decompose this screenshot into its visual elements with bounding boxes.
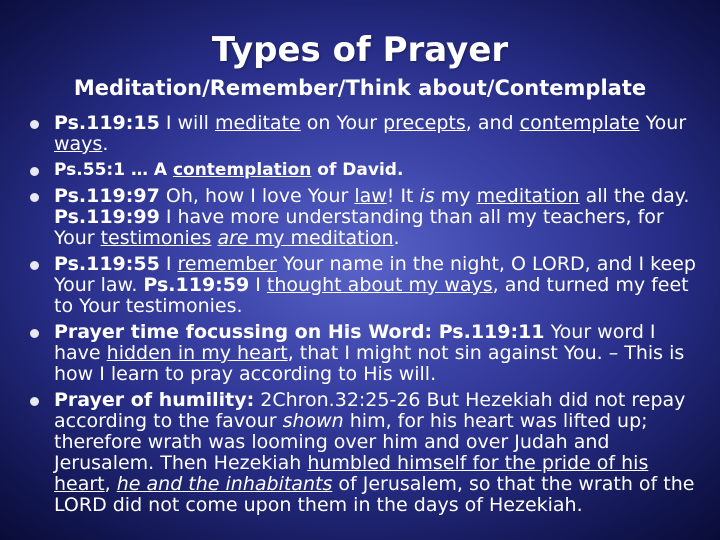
underlined-word: meditate <box>214 112 301 134</box>
round-bullet-icon <box>30 120 39 129</box>
underlined-word: thought about my ways <box>266 274 493 296</box>
round-bullet-icon <box>30 193 39 202</box>
verse-text: I have more understanding than all my teachers, for Your <box>54 206 664 249</box>
underlined-italic-phrase: he and the inhabitants <box>116 473 333 495</box>
verse-text: , that I might not sin against You. – This is how I learn to pray according to His will. <box>54 342 685 385</box>
scripture-reference: Ps.119:55 <box>54 253 160 275</box>
underlined-word: law <box>354 185 387 207</box>
scripture-reference: Ps.119:97 <box>54 185 160 207</box>
list-item <box>28 113 696 155</box>
round-bullet-icon <box>30 329 39 338</box>
verse-text: of David. <box>311 160 404 180</box>
verse-text: 2Chron.32:25-26 But Hezekiah did not repay according to the favour <box>54 389 686 432</box>
underlined-word: meditation <box>476 185 580 207</box>
underlined-word: precepts <box>383 112 466 134</box>
round-bullet-icon <box>30 397 39 406</box>
verse-text: Oh, how I love Your <box>159 185 355 207</box>
round-bullet-icon <box>30 261 39 270</box>
slide-title: Types of Prayer <box>211 30 509 70</box>
underlined-word: my meditation <box>254 227 394 249</box>
underlined-word: contemplation <box>172 160 312 180</box>
underlined-word: remember <box>177 253 277 275</box>
slide-subtitle: Meditation/Remember/Think about/Contemplate <box>73 76 647 100</box>
verse-text: my <box>434 185 477 207</box>
verse-text: Your <box>639 112 687 134</box>
verse-text: . <box>393 227 400 249</box>
list-item <box>28 186 696 249</box>
list-item <box>28 254 696 317</box>
verse-text: , <box>104 473 117 495</box>
scripture-reference: Ps.119:99 <box>54 206 160 228</box>
underlined-word: hidden in my heart <box>106 342 288 364</box>
italic-word: are <box>217 227 249 249</box>
verse-text: all the day. <box>579 185 690 207</box>
scripture-reference: Ps.119:59 <box>143 274 250 296</box>
verse-text: him, for his heart was lifted up; therefore wrath was looming over him and over Judah and Jerusalem. Then Hezekiah <box>54 410 648 474</box>
underlined-word: ways <box>54 133 103 155</box>
verse-text: Your word I have <box>54 321 656 364</box>
list-item <box>28 390 696 516</box>
verse-text: I <box>249 274 267 296</box>
list-item <box>28 160 696 181</box>
underlined-word: humbled himself for the pride of his heart <box>54 452 649 495</box>
verse-text: ! It <box>386 185 420 207</box>
italic-word: is <box>419 185 435 207</box>
verse-text: of Jerusalem, so that the wrath of the LORD did not come upon them in the days of Hezekiah. <box>54 473 695 516</box>
verse-text: on Your <box>300 112 384 134</box>
round-bullet-icon <box>30 167 39 176</box>
list-item <box>28 322 696 385</box>
bullet-list <box>28 113 696 521</box>
verse-text: I <box>159 253 178 275</box>
verse-text: . <box>102 133 109 155</box>
scripture-reference: Ps.119:15 <box>54 112 160 134</box>
verse-text: , and turned my feet to Your testimonies. <box>54 274 689 317</box>
underlined-word: testimonies <box>100 227 212 249</box>
prayer-type-heading: Prayer of humility: <box>54 389 255 411</box>
italic-word: shown <box>282 410 344 432</box>
underlined-word: contemplate <box>519 112 640 134</box>
verse-text: Ps.55:1 … A <box>54 160 173 180</box>
prayer-type-heading: Prayer time focussing on His Word: Ps.119:11 <box>54 321 545 343</box>
verse-text: I will <box>159 112 215 134</box>
verse-text: , and <box>465 112 520 134</box>
verse-text: Your name in the night, O LORD, and I keep Your law. <box>54 253 696 296</box>
